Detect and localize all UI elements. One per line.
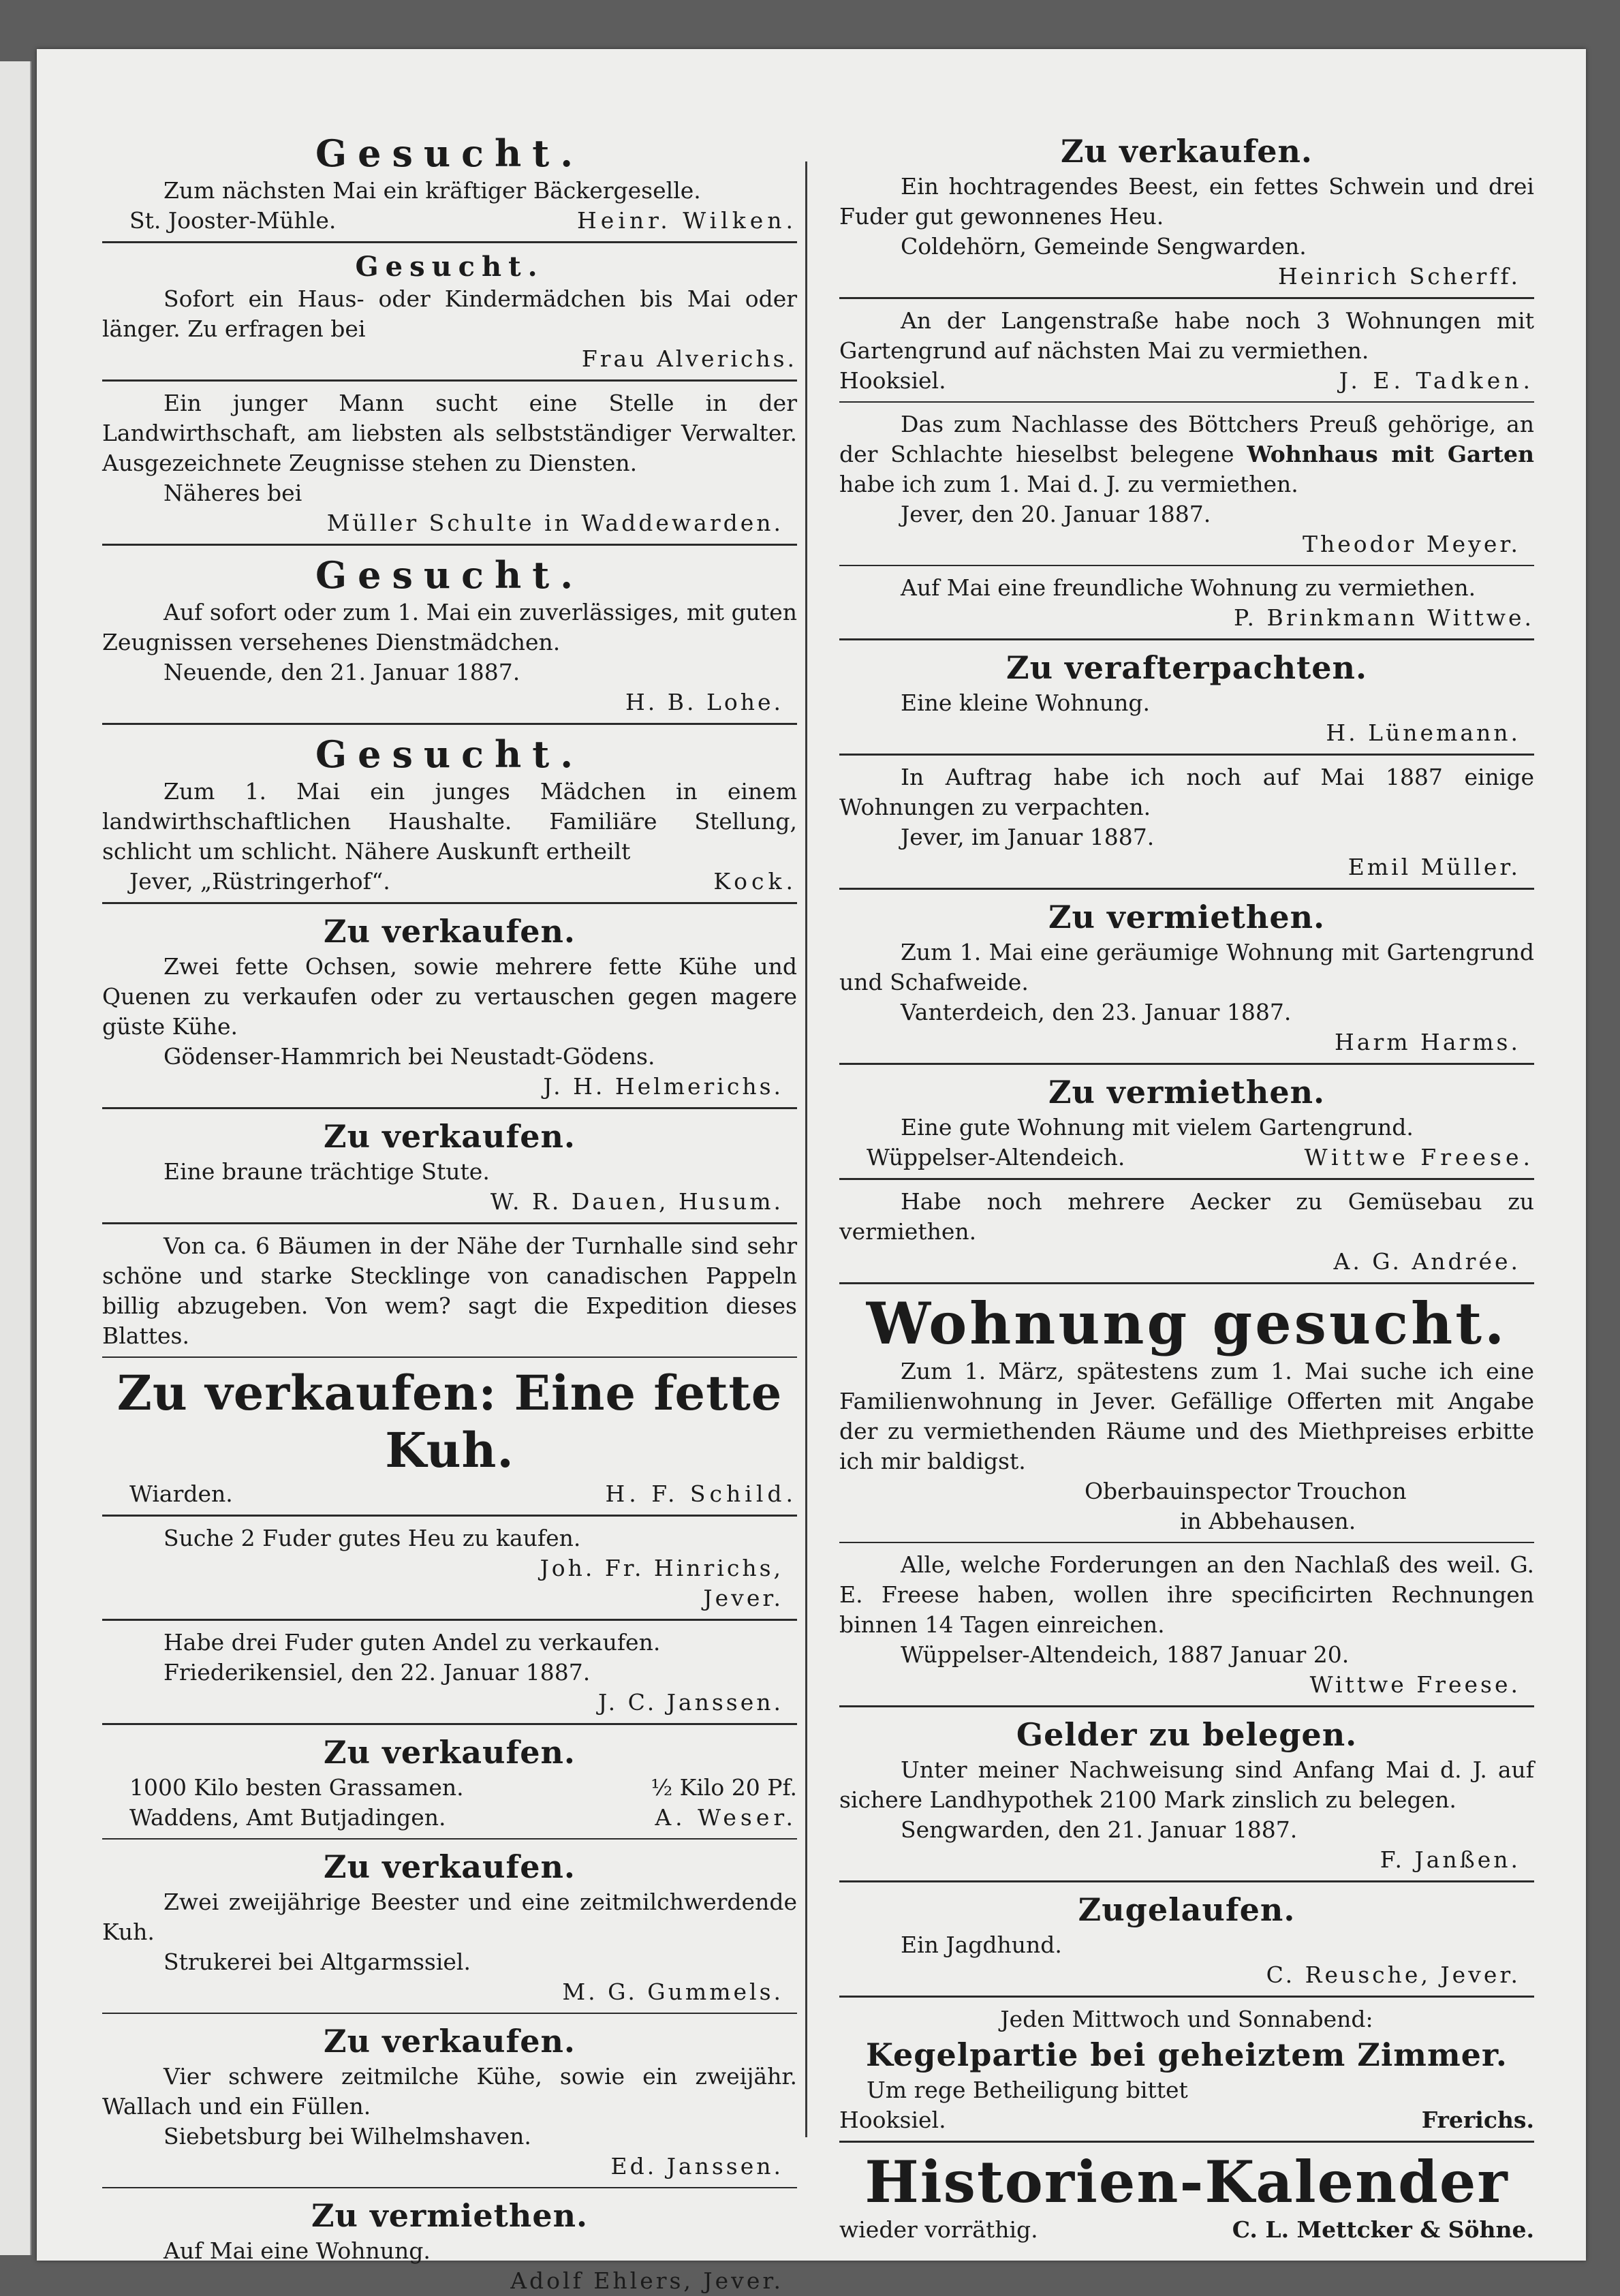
ad-signature: Heinr. Wilken.: [577, 207, 797, 234]
divider: [102, 1838, 797, 1840]
ad-location: Hooksiel.: [839, 367, 946, 394]
ad-heu: [102, 1523, 797, 1613]
ad-wallach: [102, 2021, 797, 2182]
ad-schafweide: [839, 897, 1534, 1057]
divider: [839, 1880, 1534, 1882]
ad-item: 1000 Kilo besten Grassamen.: [129, 1774, 464, 1801]
ad-langenstrasse: [839, 306, 1534, 396]
ad-text: Vier schwere zeitmilche Kühe, sowie ein zweijähr. Wallach und ein Füllen.: [102, 2063, 797, 2120]
ad-footer: [102, 1803, 797, 1833]
ad-signature: Ed. Janssen.: [610, 2153, 783, 2179]
ad-signature: Wittwe Freese.: [1304, 1144, 1534, 1170]
ad-footer: [102, 1479, 797, 1509]
ad-heading: Zu verafterpachten.: [1006, 649, 1367, 686]
ad-footer: [839, 1143, 1534, 1173]
divider: [102, 1356, 797, 1358]
ad-heading: Gesucht.: [315, 553, 585, 597]
ad-heading: Zu verkaufen.: [324, 913, 576, 950]
ad-location: Waddens, Amt Butjadingen.: [129, 1804, 446, 1831]
divider: [102, 1515, 797, 1517]
ad-text: Zwei fette Ochsen, sowie mehrere fette Kühe und Quenen zu verkaufen oder zu vertauschen gegen magere güste Kühe.: [102, 953, 797, 1040]
ad-nachlass-freese: [839, 1550, 1534, 1700]
ad-gartengrund: [839, 1072, 1534, 1173]
divider: [102, 1222, 797, 1224]
divider: [839, 1705, 1534, 1707]
ad-heading: Historien-Kalender: [864, 2148, 1509, 2216]
ad-ochsen: [102, 911, 797, 1102]
ad-signature: Heinrich Scherff.: [1277, 263, 1521, 290]
ad-line: Vanterdeich, den 23. Januar 1887.: [901, 999, 1292, 1025]
ad-price: ½ Kilo 20 Pf.: [651, 1774, 797, 1801]
ad-heading: Zu verkaufen: Eine fette Kuh.: [116, 1365, 783, 1478]
divider: [102, 1723, 797, 1725]
ad-line: Eine braune trächtige Stute.: [163, 1158, 490, 1185]
ad-grassamen: [102, 1732, 797, 1833]
ad-text-pre: Das zum Nachlasse des Böttchers Preuß gehörige, an der Schlachte hieselbst belegene: [839, 411, 1534, 467]
ad-note: wieder vorräthig.: [839, 2216, 1038, 2243]
ad-text: Ein junger Mann sucht eine Stelle in der Landwirthschaft, am liebsten als selbstständiger Verwalter. Ausgezeichnete Zeugnisse stehen zu Diensten.: [102, 390, 797, 476]
ad-signature: Adolf Ehlers, Jever.: [510, 2267, 783, 2294]
ad-location: Jever, „Rüstringerhof“.: [129, 868, 390, 895]
ad-text: Zum 1. Mai ein junges Mädchen in einem landwirthschaftlichen Haushalte. Familiäre Stellung, schlicht um schlicht. Nähere Auskunft ertheilt: [102, 778, 797, 865]
ad-beest: [839, 131, 1534, 292]
divider: [839, 754, 1534, 756]
ad-line: Friederikensiel, den 22. Januar 1887.: [163, 1659, 591, 1686]
ad-wohnung-gesucht: [839, 1291, 1534, 1536]
right-column: [839, 131, 1534, 2245]
ad-line: Oberbauinspector Trouchon: [1085, 1478, 1407, 1504]
ad-verafterpachten: [839, 647, 1534, 748]
ad-line: Strukerei bei Altgarmssiel.: [163, 1949, 471, 1975]
ad-signature: H. Lünemann.: [1326, 719, 1521, 746]
divider: [839, 401, 1534, 403]
newspaper-page: [37, 49, 1586, 2294]
ad-heading: Zu vermiethen.: [1048, 899, 1326, 935]
divider: [102, 1107, 797, 1109]
ad-heading: Zu verkaufen.: [324, 1118, 576, 1155]
divider: [839, 1996, 1534, 1998]
ad-line: Siebetsburg bei Wilhelmshaven.: [163, 2123, 531, 2150]
divider: [102, 241, 797, 243]
ad-text: Zum 1. März, spätestens zum 1. Mai suche ich eine Familienwohnung in Jever. Gefällige Offerten mit Angabe der zu vermiethenden Räume und des Miethpreises erbitte ich mir baldigst.: [839, 1358, 1534, 1474]
ad-line: Wüppelser-Altendeich, 1887 Januar 20.: [901, 1641, 1350, 1668]
divider: [839, 888, 1534, 890]
divider: [102, 902, 797, 904]
ad-heading: Zu verkaufen.: [324, 2023, 576, 2060]
ad-historien-kalender: [839, 2150, 1534, 2245]
ad-text: Auf sofort oder zum 1. Mai ein zuverlässiges, mit guten Zeugnissen versehenes Dienstmädchen.: [102, 599, 797, 655]
ad-line: Jever, im Januar 1887.: [901, 824, 1155, 850]
ad-heading: Zu verkaufen.: [1061, 133, 1313, 170]
ad-kindermaedchen: [102, 250, 797, 374]
divider: [839, 565, 1534, 566]
ad-signature: Wittwe Freese.: [1309, 1671, 1521, 1698]
ad-footer: [839, 366, 1534, 396]
ad-text: Zwei zweijährige Beester und eine zeitmilchwerdende Kuh.: [102, 1889, 797, 1945]
ad-signature: Kock.: [713, 868, 797, 895]
ad-stecklinge: [102, 1231, 797, 1351]
ad-freundliche-wohnung: [839, 573, 1534, 633]
ad-haushalt: [102, 732, 797, 897]
divider: [102, 544, 797, 546]
ad-heading: Zu verkaufen.: [324, 1734, 576, 1771]
ad-footer: [839, 2215, 1534, 2245]
ad-text: Sofort ein Haus- oder Kindermädchen bis Mai oder länger. Zu erfragen bei: [102, 285, 797, 342]
ad-line: Eine gute Wohnung mit vielem Gartengrund.: [901, 1114, 1414, 1141]
divider: [102, 723, 797, 725]
ad-text: [839, 409, 1534, 499]
ad-signature: H. F. Schild.: [605, 1480, 797, 1507]
divider: [839, 1063, 1534, 1065]
ad-text-bold: Wohnhaus mit Garten: [1247, 441, 1535, 467]
divider: [102, 2187, 797, 2188]
ad-line: Auf Mai eine Wohnung.: [163, 2237, 431, 2264]
ad-signature: Theodor Meyer.: [1302, 531, 1521, 557]
ad-baeckergeselle: [102, 131, 797, 236]
ad-text: Unter meiner Nachweisung sind Anfang Mai d. J. auf sichere Landhypothek 2100 Mark zinslich zu belegen.: [839, 1756, 1534, 1813]
divider: [839, 2141, 1534, 2143]
ad-signature: Frerichs.: [1421, 2107, 1534, 2133]
ad-location: St. Jooster-Mühle.: [129, 207, 337, 234]
ad-line: Habe drei Fuder guten Andel zu verkaufen.: [163, 1629, 661, 1656]
ad-heading: Kegelpartie bei geheiztem Zimmer.: [866, 2036, 1508, 2073]
ad-signature: Harm Harms.: [1335, 1029, 1521, 1055]
divider: [102, 2013, 797, 2014]
ad-fette-kuh: [102, 1365, 797, 1509]
ad-signature: A. G. Andrée.: [1333, 1248, 1521, 1275]
ad-text: An der Langenstraße habe noch 3 Wohnungen mit Gartengrund auf nächsten Mai zu vermiethen.: [839, 307, 1534, 364]
ad-text: Alle, welche Forderungen an den Nachlaß des weil. G. E. Freese haben, wollen ihre specificirten Rechnungen binnen 14 Tagen einreichen.: [839, 1551, 1534, 1638]
ad-heading: Gesucht.: [315, 732, 585, 776]
ad-andel: [102, 1628, 797, 1718]
ad-signature: F. Janßen.: [1380, 1846, 1521, 1873]
ad-footer: [839, 2105, 1534, 2135]
ad-location: Wüppelser-Altendeich.: [867, 1144, 1125, 1170]
ad-heading: Gelder zu belegen.: [1016, 1716, 1358, 1753]
divider: [102, 379, 797, 382]
ad-heading: Gesucht.: [355, 251, 544, 283]
ad-text: Von ca. 6 Bäumen in der Nähe der Turnhalle sind sehr schöne und starke Stecklinge von canadischen Pappeln billig abzugeben. Von wem? sagt die Expedition dieses Blattes.: [102, 1232, 797, 1349]
ad-heading: Zu vermiethen.: [1048, 1074, 1326, 1111]
ad-line: Ein Jagdhund.: [901, 1932, 1062, 1958]
ad-signature: J. C. Janssen.: [598, 1689, 783, 1716]
ad-text-post: habe ich zum 1. Mai d. J. zu vermiethen.: [839, 471, 1298, 497]
ad-signature: M. G. Gummels.: [562, 1979, 783, 2005]
ad-line: Um rege Betheiligung bittet: [867, 2077, 1188, 2103]
ad-line: Suche 2 Fuder gutes Heu zu kaufen.: [163, 1525, 581, 1551]
previous-page-edge: [0, 61, 31, 2255]
ad-signature: A. Weser.: [655, 1804, 797, 1831]
divider: [102, 1619, 797, 1621]
ad-signature: J. H. Helmerichs.: [543, 1073, 783, 1100]
column-divider: [805, 161, 807, 2137]
ad-gelder: [839, 1714, 1534, 1875]
ad-location: Hooksiel.: [839, 2107, 946, 2133]
ad-heading: Zu verkaufen.: [324, 1848, 576, 1885]
ad-footer: [102, 206, 797, 236]
ad-verpachten: [839, 762, 1534, 882]
ad-jagdhund: [839, 1889, 1534, 1990]
ad-heading: Zugelaufen.: [1078, 1891, 1296, 1928]
ad-signature: C. L. Mettcker & Söhne.: [1232, 2216, 1534, 2243]
ad-stute: [102, 1116, 797, 1217]
ad-signature: W. R. Dauen, Husum.: [490, 1188, 783, 1215]
ad-signature: Joh. Fr. Hinrichs,: [540, 1555, 783, 1581]
ad-line: in Abbehausen.: [1180, 1508, 1356, 1534]
ad-signature: P. Brinkmann Wittwe.: [1234, 604, 1534, 631]
ad-signature-place: Jever.: [703, 1585, 783, 1611]
ad-signature: Frau Alverichs.: [581, 345, 797, 372]
ad-text: In Auftrag habe ich noch auf Mai 1887 einige Wohnungen zu verpachten.: [839, 764, 1534, 820]
ad-text: Ein hochtragendes Beest, ein fettes Schwein und drei Fuder gut gewonnenes Heu.: [839, 173, 1534, 230]
ad-line: Gödenser-Hammrich bei Neustadt-Gödens.: [163, 1043, 655, 1070]
ad-line: Näheres bei: [163, 480, 302, 506]
ad-text: Habe noch mehrere Aecker zu Gemüsebau zu vermiethen.: [839, 1188, 1534, 1245]
ad-signature: Emil Müller.: [1348, 854, 1521, 880]
ad-dienstmaedchen: [102, 553, 797, 717]
ad-line: Zum nächsten Mai ein kräftiger Bäckergeselle.: [163, 177, 701, 204]
ad-location: Wiarden.: [129, 1480, 233, 1507]
ad-beester: [102, 1846, 797, 2007]
ad-wohnhaus-garten: [839, 409, 1534, 559]
ad-line: Jever, den 20. Januar 1887.: [901, 501, 1211, 527]
ad-aecker: [839, 1187, 1534, 1277]
ad-signature: J. E. Tadken.: [1339, 367, 1534, 394]
ad-intro: Jeden Mittwoch und Sonnabend:: [1000, 2006, 1373, 2032]
divider: [839, 1542, 1534, 1543]
ad-line: Eine kleine Wohnung.: [901, 689, 1150, 716]
ad-line: Sengwarden, den 21. Januar 1887.: [901, 1816, 1298, 1843]
ad-signature: C. Reusche, Jever.: [1266, 1961, 1521, 1988]
ad-signature: Müller Schulte in Waddewarden.: [326, 510, 783, 536]
ad-text: Auf Mai eine freundliche Wohnung zu vermiethen.: [901, 574, 1476, 601]
divider: [839, 1282, 1534, 1284]
left-column: [102, 131, 797, 2296]
ad-heading: Gesucht.: [315, 131, 585, 175]
ad-line: [102, 1773, 797, 1803]
ad-signature: H. B. Lohe.: [625, 689, 783, 715]
ad-verwalter: [102, 388, 797, 538]
ad-line: Coldehörn, Gemeinde Sengwarden.: [901, 233, 1307, 260]
ad-footer: [102, 867, 797, 897]
ad-text: Zum 1. Mai eine geräumige Wohnung mit Gartengrund und Schafweide.: [839, 939, 1534, 995]
ad-kegelpartie: [839, 2004, 1534, 2135]
divider: [839, 1178, 1534, 1180]
ad-heading: Zu vermiethen.: [311, 2197, 589, 2234]
ad-line: Neuende, den 21. Januar 1887.: [163, 659, 520, 685]
ad-wohnung-ehlers: [102, 2195, 797, 2296]
divider: [839, 638, 1534, 640]
ad-heading: Wohnung gesucht.: [866, 1290, 1508, 1357]
divider: [839, 297, 1534, 299]
